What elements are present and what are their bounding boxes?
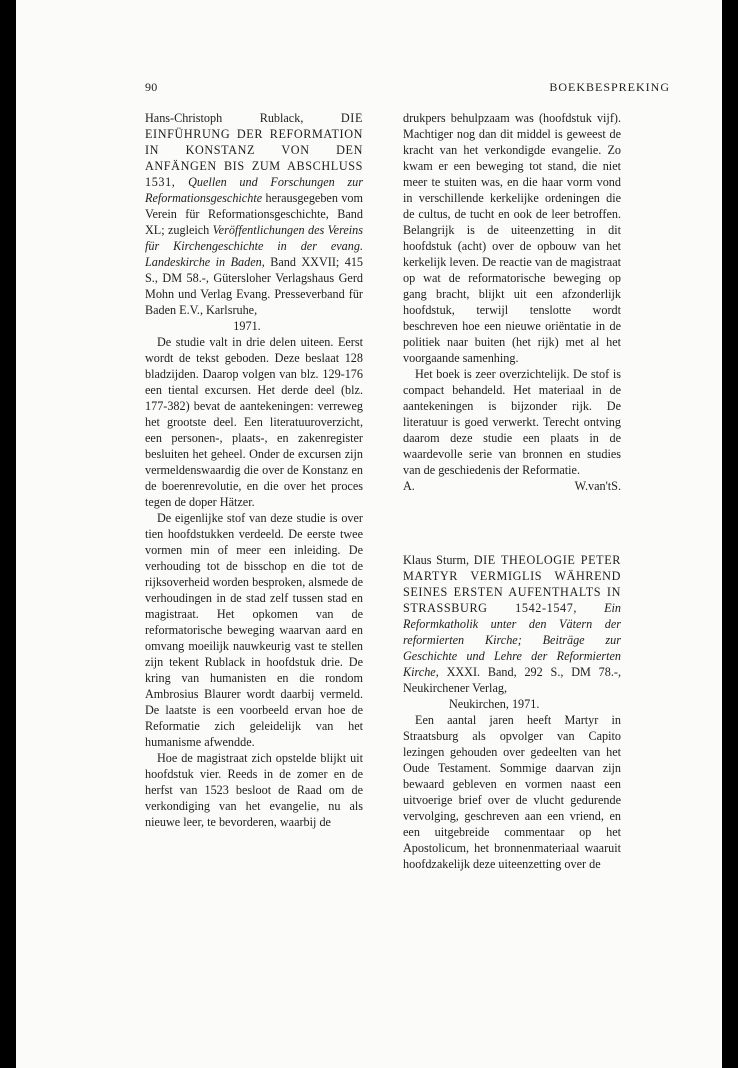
review1-citation [145,110,363,334]
review1-paragraph-1: De studie valt in drie delen uiteen. Eerst wordt de tekst geboden. Deze beslaat 128 bladzijden. Daarop volgen van blz. 129-176 een tiental excursen. Het derde deel (blz. 177-382) bevat de aantekeningen: verreweg het grootste deel. Een literatuuroverzicht, een personen-, plaats-, en zakenregister besluiten het geheel. Onder de excursen zijn vermeldenswaardig die over de Konstanz en de boerenrevolutie, en die over het proces tegen de doper Hätzer. [145,335,363,509]
review2-author: Klaus Sturm, [403,553,470,567]
review1-series2: Veröffentlichungen des Vereins für Kirchengeschichte in der evang. Landeskirche in Baden, [145,223,363,269]
review2-title: DIE THEOLOGIE PETER MARTYR VERMIGLIS WÄHREND SEINES ERSTEN AUFENTHALTS IN STRASSBURG 1542-1547, [403,553,621,615]
review2-details: XXXI. Band, 292 S., DM 78.-, Neukirchener Verlag, [403,665,621,695]
page [16,0,722,1068]
review1-paragraph-5: Het boek is zeer overzichtelijk. De stof is compact behandeld. Het materiaal in de aantekeningen is bijzonder rijk. De literatuur is goed verwerkt. Terecht ontving daarom deze studie een plaats in de waardevolle serie van bronnen en studies van de geschiedenis der Reformatie. [403,367,621,477]
review1-paragraph-4: drukpers behulpzaam was (hoofdstuk vijf). Machtiger nog dan dit middel is geweest de kracht van het verkondigde evangelie. Zo kwam er een beweging tot stand, die niet meer te stuiten was, en die haar vorm vond in verschillende kerkelijke ordeningen die de cultus, de tucht en ook de leer betroffen. Belangrijk is de uiteenzetting in dit hoofdstuk (acht) over de opbouw van het kerkelijk leven. De reactie van de magistraat op wat de reformatorische beweging op gang bracht, blijkt uit een afzonderlijk hoofdstuk, terwijl tenslotte wordt beschreven hoe een nieuwe oriëntatie in de politiek naar buiten (het rijk) met al het voorgaande samenhing. [403,111,621,365]
review1-paragraph-2: De eigenlijke stof van deze studie is over tien hoofdstukken verdeeld. De eerste twee vormen min of meer een inleiding. De verhouding tot de bisschop en die tot de rijksoverheid worden besproken, alsmede de verhoudingen in de stad zelf tussen stad en magistraat. Het opkomen van de reformatorische beweging waarvan aard en omvang moeilijk nauwkeurig vast te stellen zijn tekent Rublack in hoofdstuk drie. De kring van humanisten en die rondom Ambrosius Blaurer wordt daarbij vermeld. De laatste is een voorbeeld ervan hoe de Reformatie zich geleidelijk van het humanisme afwendde. [145,511,363,749]
review2-citation [403,552,621,712]
left-column [145,110,363,830]
review1-author: Hans-Christoph Rublack, [145,111,304,125]
review1-paragraph-3: Hoe de magistraat zich opstelde blijkt uit hoofdstuk vier. Reeds in de zomer en de herfst van 1523 besloot de Raad om de verkondiging van het evangelie, nu als nieuwe leer, te bevorderen, waarbij de [145,751,363,829]
review1-year: 1971. [233,319,261,333]
signature-initial: A. [403,479,415,493]
review1-series: Quellen und Forschungen zur Reformationsgeschichte [145,175,363,205]
right-column [403,110,621,872]
review2-paragraph: Een aantal jaren heeft Martyr in Straatsburg als opvolger van Capito lezingen gehouden over gedeelten van het Oude Testament. Sommige daarvan zijn bewaard gebleven en vormen naast een uitvoerige brief over de vlucht gedurende vervolging, geschreven aan een vriend, en een uitgebreide commentaar op het Apostolicum, het bronnenmateriaal waaruit hoofdzakelijk deze uiteenzetting over de [403,713,621,871]
review1-signature [403,478,621,494]
review1-details: Band XXVII; 415 S., DM 58.-, Gütersloher Verlagshaus Gerd Mohn und Verlag Evang. Presseverband für Baden E.V., Karlsruhe, [145,255,364,317]
page-number: 90 [145,80,158,94]
review1-title: DIE EINFÜHRUNG DER REFORMATION IN KONSTANZ VON DEN ANFÄNGEN BIS ZUM ABSCHLUSS 1531, [145,111,363,189]
review1-editor: herausgegeben vom Verein für Reformationsgeschichte, Band XL; zugleich [145,191,363,237]
review2-place: Neukirchen, 1971. [449,697,540,711]
review2-subtitle: Ein Reformkatholik unter den Vätern der reformierten Kirche; Beiträge zur Geschichte und Lehre der Reformierten Kirche, [403,601,621,679]
running-head: BOEKBESPREKING [549,80,670,94]
signature-name: W.van'tS. [574,479,621,493]
